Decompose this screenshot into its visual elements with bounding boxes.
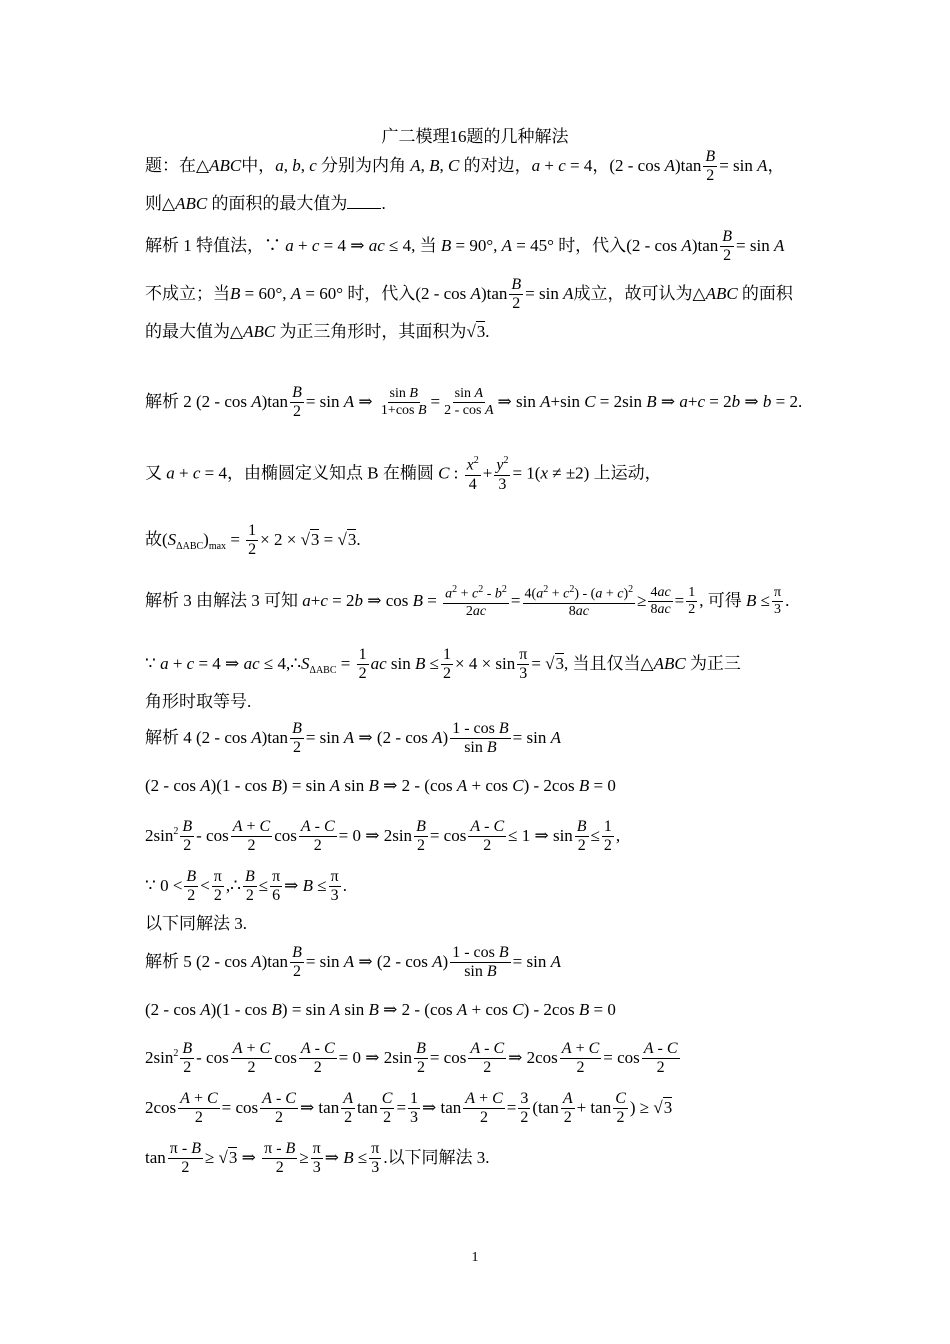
solution-5-line-2: (2 - cos A)(1 - cos B) = sin A sin B ⇒ 2 - (cos A + cos C) - 2cos B = 0: [145, 1000, 616, 1019]
solution-2-line-2: 又 a + c = 4，由椭圆定义知点 B 在椭圆 C : $\frac{x^2}{4}$ + $\frac{y^2}{3}$ = 1(x ≠ ±2) 上运动，: [145, 455, 662, 493]
solution-1-line-1: 解析 1 特值法，∵ a + c = 4 ⇒ ac ≤ 4, 当 B = 90°, A = 45° 时，代入(2 - cos A)tan $\frac{B}{2}$ = sin A: [145, 228, 785, 265]
page-title: 广二模理16题的几种解法: [381, 127, 569, 146]
solution-1-line-2: 不成立；当B = 60°, A = 60° 时，代入(2 - cos A)tan $\frac{B}{2}$ = sin A成立，故可认为△ABC 的面积: [145, 276, 793, 313]
solution-4-line-1: 解析 4 (2 - cos A)tan $\frac{B}{2}$ = sin A ⇒ (2 - cos A) $\frac{\text{1 - cos B}}{\text{sin B}}$ = sin A: [145, 720, 561, 757]
solution-3-line-2: ∵ a + c = 4 ⇒ ac ≤ $4,\therefore S_{\Delta ABC}$ = $\frac{1}{2}$ ac sin B ≤ $\frac{1}{2}$ × 4 × sin $\frac{\pi}{3}$ = √3, 当且仅当△ABC 为正三: [145, 646, 741, 683]
solution-4-note: 以下同解法 3.: [145, 914, 247, 933]
solution-5-line-5: tan $\frac{\pi - B}{2}$ ≥ √3 ⇒ $\frac{\pi - B}{2}$ ≥ $\frac{\pi}{3}$ ⇒ B ≤ $\frac{\pi}{3}$ .以下同解法 3.: [145, 1140, 490, 1177]
solution-5-line-3: $2\sin^2$ $\frac{B}{2}$ - cos $\frac{A + C}{2}$ cos $\frac{A - C}{2}$ = 0 ⇒ 2sin $\frac{B}{2}$ = cos $\frac{A - C}{2}$ ⇒ 2cos $\frac{A + C}{2}$ = cos $\frac{A - C}{2}$: [145, 1040, 678, 1077]
solution-4-line-3: $2\sin^2$ $\frac{B}{2}$ - cos $\frac{A + C}{2}$ cos $\frac{A - C}{2}$ = 0 ⇒ 2sin $\frac{B}{2}$ = cos $\frac{A - C}{2}$ ≤ 1 ⇒ sin $\frac{B}{2}$ ≤ $\frac{1}{2}$ ,: [145, 818, 621, 855]
solution-2-line-1: 解析 2 (2 - cos A)tan $\frac{B}{2}$ = sin A ⇒ $\frac{\text{sin B}}{\text{1+cos B}}$ = $\frac{\text{sin A}}{\text{2 - cos A}}$ ⇒ sin A+sin C = 2sin B ⇒ a+c = 2b ⇒ b = 2.: [145, 384, 803, 421]
page-number: 1: [471, 1250, 479, 1265]
solution-3-line-3: 角形时取等号.: [145, 692, 252, 711]
solution-4-line-2: (2 - cos A)(1 - cos B) = sin A sin B ⇒ 2 - (cos A + cos C) - 2cos B = 0: [145, 776, 616, 795]
solution-2-line-3: 故$(S_{\Delta ABC})_{max}$ = $\frac{1}{2}$ × 2 × √3 = √3.: [145, 522, 361, 559]
solution-1-line-3: 的最大值为△ABC 为正三角形时，其面积为√3.: [145, 322, 490, 341]
answer-blank: [347, 208, 381, 209]
solution-4-line-4: ∵ 0 < $\frac{B}{2}$ < $\frac{\pi}{2}$ ,∴ $\frac{B}{2}$ ≤ $\frac{\pi}{6}$ ⇒ B ≤ $\frac{\pi}{3}$ .: [145, 868, 347, 905]
problem-line-1: 题：在△ABC中，a, b, c 分别为内角 A, B, C 的对边，a + c = 4，(2 - cos A)tan $\frac{B}{2}$ = sin A，: [145, 148, 785, 185]
solution-3-line-1: 解析 3 由解法 3 可知 a+c = 2b ⇒ cos B = $\frac{a^2 + c^2 - b^2}{2ac}$ = $\frac{4(a^2 + c^2) - (a + c)^2}{8ac}$ ≥ $\frac{4ac}{8ac}$ = $\frac{1}{2}$ , 可得 B ≤ $\frac{\pi}{3}$ .: [145, 584, 790, 619]
problem-line-2: 则△ABC 的面积的最大值为 .: [145, 194, 386, 213]
solution-5-line-1: 解析 5 (2 - cos A)tan $\frac{B}{2}$ = sin A ⇒ (2 - cos A) $\frac{\text{1 - cos B}}{\text{sin B}}$ = sin A: [145, 944, 561, 981]
solution-5-line-4: 2cos $\frac{A + C}{2}$ = cos $\frac{A - C}{2}$ ⇒ tan $\frac{A}{2}$ tan $\frac{C}{2}$ = $\frac{1}{3}$ ⇒ tan $\frac{A + C}{2}$ = $\frac{3}{2}$ (tan $\frac{A}{2}$ + tan $\frac{C}{2}$ ) ≥ √3: [145, 1090, 673, 1127]
